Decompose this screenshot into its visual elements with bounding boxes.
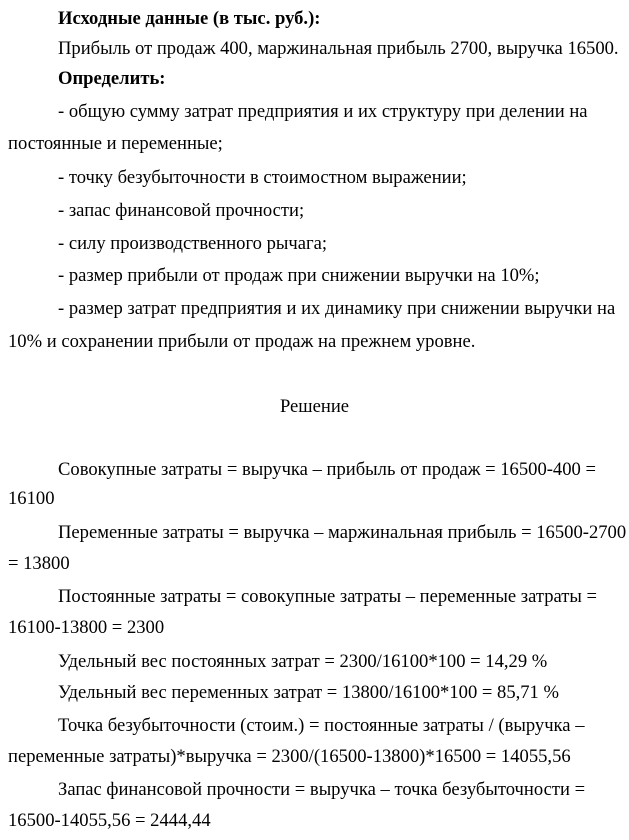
task-breakeven: - точку безубыточности в стоимостном выражении;	[58, 167, 467, 188]
given-text: Прибыль от продаж 400, маржинальная прибыль 2700, выручка 16500.	[58, 38, 619, 59]
fixed-costs-line2: 16100-13800 = 2300	[8, 617, 165, 638]
variable-costs-line1: Переменные затраты = выручка – маржинальная прибыль = 16500-2700	[58, 522, 627, 543]
breakeven-line2: переменные затраты)*выручка = 2300/(16500-13800)*16500 = 14055,56	[8, 746, 571, 767]
task-costs-structure-line1: - общую сумму затрат предприятия и их структуру при делении на	[58, 101, 588, 122]
given-heading: Исходные данные (в тыс. руб.):	[58, 8, 321, 29]
task-costs-structure-line2: постоянные и переменные;	[8, 133, 223, 154]
task-safety-margin: - запас финансовой прочности;	[58, 200, 305, 221]
solution-heading: Решение	[279, 396, 350, 417]
fixed-costs-share: Удельный вес постоянных затрат = 2300/16100*100 = 14,29 %	[58, 651, 548, 672]
task-costs-dynamics-line2: 10% и сохранении прибыли от продаж на прежнем уровне.	[8, 331, 476, 352]
fixed-costs-line1: Постоянные затраты = совокупные затраты – переменные затраты =	[58, 586, 598, 607]
variable-costs-share: Удельный вес переменных затрат = 13800/16100*100 = 85,71 %	[58, 682, 559, 703]
variable-costs-line2: = 13800	[8, 553, 70, 574]
safety-margin-line1: Запас финансовой прочности = выручка – точка безубыточности =	[58, 779, 586, 800]
task-costs-dynamics-line1: - размер затрат предприятия и их динамику при снижении выручки на	[58, 298, 616, 319]
total-costs-line2: 16100	[8, 488, 55, 509]
task-operating-leverage: - силу производственного рычага;	[58, 233, 328, 254]
determine-heading: Определить:	[58, 68, 166, 89]
task-profit-decrease: - размер прибыли от продаж при снижении выручки на 10%;	[58, 265, 540, 286]
breakeven-line1: Точка безубыточности (стоим.) = постоянные затраты / (выручка –	[58, 715, 585, 736]
total-costs-line1: Совокупные затраты = выручка – прибыль от продаж = 16500-400 =	[58, 459, 596, 480]
safety-margin-line2: 16500-14055,56 = 2444,44	[8, 810, 211, 831]
